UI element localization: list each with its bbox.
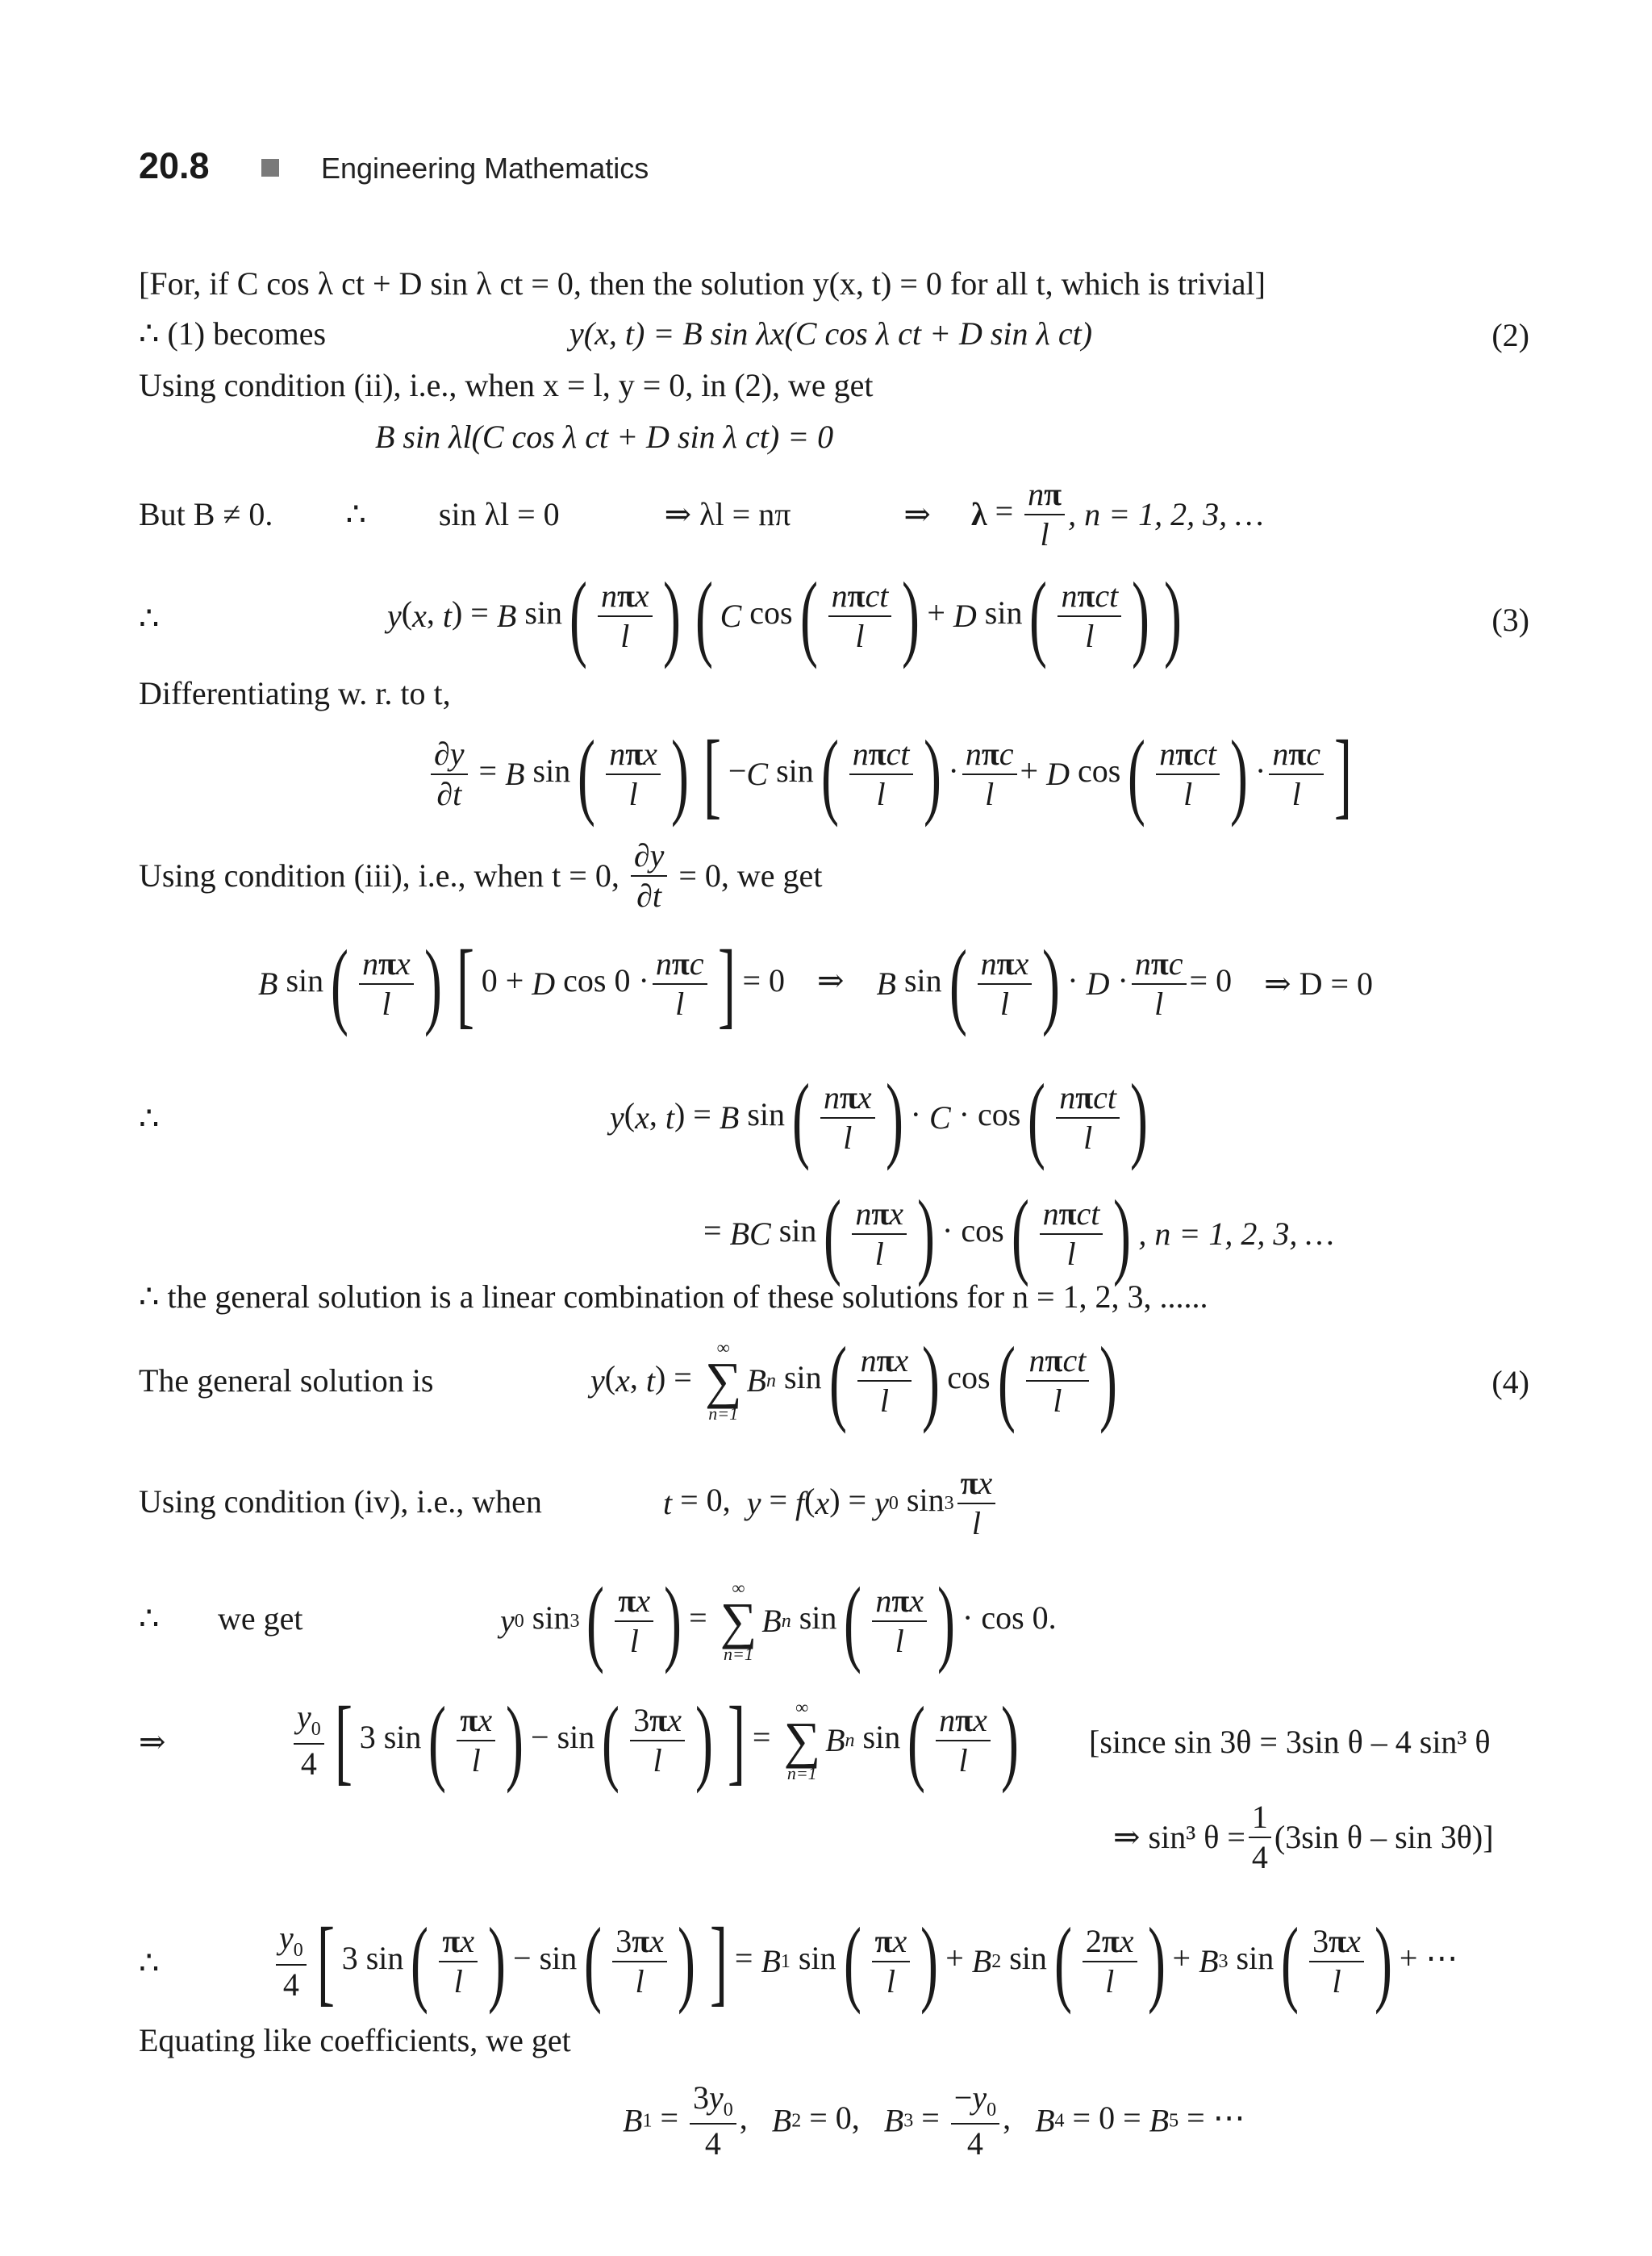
solution-bc: y(x, t) = B sin( $\frac{\text{nπx}}{l}$ ) · C · cos( $\frac{\text{nπct}}{l}$ )	[610, 1064, 1149, 1171]
boundary-equation: B sin λl(C cos λ ct + D sin λ ct) = 0	[375, 419, 834, 455]
lambda-l-n-pi: ⇒ λl = nπ	[664, 496, 791, 532]
book-title: Engineering Mathematics	[321, 152, 649, 185]
expanded-identity: $\frac{y_0}{4}$ [ 3 sin( $\frac{\pi x}{l}$ ) − sin( $\frac{3\pi x}{l}$ ) ] = ∞ ∑ n=1 Bn sin( $\frac{\text{nπx}}{l}$ )	[290, 1692, 1026, 1789]
eq-number-3: (3)	[1491, 602, 1529, 638]
equating-text: Equating like coefficients, we get	[139, 2022, 571, 2058]
equation-2: y(x, t) = B sin λx(C cos λ ct + D sin λ ct)	[569, 315, 1093, 352]
becomes-label: ∴ (1) becomes	[139, 315, 327, 352]
we-get-label: we get	[218, 1600, 303, 1637]
trivial-note: [For, if C cos λ ct + D sin λ ct = 0, then the solution y(x, t) = 0 for all t, which is trivial]	[139, 265, 1266, 302]
general-solution-label: The general solution is	[139, 1362, 434, 1399]
eq-number-2: (2)	[1491, 317, 1529, 353]
series-match: y0 sin3( $\frac{\pi x}{l}$ ) = ∞ ∑ n=1 Bn sin( $\frac{\text{nπx}}{l}$ ) · cos 0.	[500, 1567, 1057, 1674]
therefore-4: ∴	[139, 1100, 160, 1136]
lambda-line: But B ≠ 0. ∴ sin λl = 0 ⇒ λl = nπ ⇒ λ = $\frac{n\pi}{l}$ , n = 1, 2, 3, …	[139, 476, 1264, 553]
sin-lambda-l: sin λl = 0	[438, 496, 560, 532]
condition-iii-line: Using condition (iii), i.e., when t = 0, $\frac{\partial y}{\partial t}$ = 0, we get	[139, 837, 823, 914]
therefore-symbol: ∴	[345, 496, 366, 532]
solution-bc-combined: = BC sin( $\frac{\text{nπx}}{l}$ ) · cos( $\frac{\text{nπct}}{l}$ ) , n = 1, 2, 3, …	[703, 1180, 1334, 1287]
therefore-3: ∴	[139, 600, 160, 636]
n-pi-over-l: $\frac{n\pi}{l}$	[1024, 477, 1065, 552]
condition-iv-label: Using condition (iv), i.e., when	[139, 1483, 542, 1520]
derivative-equation: $\frac{\partial y}{\partial t}$ = B sin( $\frac{\text{nπx}}{l}$ ) [ −C sin( $\frac{\text{nπct}}{l}$ ) · $\frac{\text{nπc}}{l}$ + D cos( $\frac{\text{nπct}}{l}$ ) · $\frac{\text{nπc}}{l}$ ]	[428, 726, 1359, 823]
b-nonzero: But B ≠ 0.	[139, 496, 273, 532]
implies-arrow: ⇒	[139, 1724, 166, 1760]
condition-ii-text: Using condition (ii), i.e., when x = l, y = 0, in (2), we get	[139, 367, 874, 403]
initial-condition: t = 0, y = f(x) = y0 sin3 $\frac{\pi x}{l}$	[663, 1466, 999, 1541]
differentiating-text: Differentiating w. r. to t,	[139, 675, 451, 711]
equation-4: y(x, t) = ∞ ∑ n=1 Bn sin( $\frac{\text{nπx}}{l}$ ) cos( $\frac{\text{nπct}}{l}$ )	[590, 1327, 1118, 1434]
d-zero-equation: B sin( $\frac{\text{nπx}}{l}$ ) [ 0 + D cos 0 · $\frac{\text{nπc}}{l}$ ] = 0 ⇒ B sin( $\frac{\text{nπx}}{l}$ ) · D · $\frac{\text{nπc}}{l}$ = 0 ⇒ D = 0	[258, 930, 1374, 1037]
coefficient-expansion: $\frac{y_0}{4}$ [ 3 sin( $\frac{\pi x}{l}$ ) − sin( $\frac{3\pi x}{l}$ ) ] = B1 sin( $\frac{\pi x}{l}$ ) + B2 sin( $\frac{2\pi x}{l}$ ) + B3 sin( $\frac{3\pi x}{l}$ ) + ⋯	[273, 1913, 1458, 2010]
therefore-5: ∴	[139, 1600, 160, 1637]
sin-cubed-identity: ⇒ sin³ θ = $\frac{1}{4}$ (3sin θ – sin 3θ)]	[1113, 1799, 1494, 1875]
eq-number-4: (4)	[1491, 1364, 1529, 1400]
implies-symbol: ⇒	[903, 496, 931, 532]
final-coefficients: B1 = $\frac{3y_0}{4}$ , B2 = 0, B3 = $\frac{-y_0}{4}$ , B4 = 0 = B5 = ⋯	[623, 2079, 1245, 2162]
therefore-6: ∴	[139, 1945, 160, 1981]
since-identity: [since sin 3θ = 3sin θ – 4 sin³ θ	[1089, 1724, 1491, 1760]
equation-3: y(x, t) = B sin( $\frac{\text{nπx}}{l}$ ) ( C cos( $\frac{\text{nπct}}{l}$ ) + D sin( $\frac{\text{nπct}}{l}$ ) )	[387, 562, 1183, 669]
header-square-icon	[261, 159, 279, 177]
general-solution-text: ∴ the general solution is a linear combination of these solutions for n = 1, 2, 3, ......	[139, 1278, 1208, 1315]
page-number: 20.8	[139, 145, 210, 186]
